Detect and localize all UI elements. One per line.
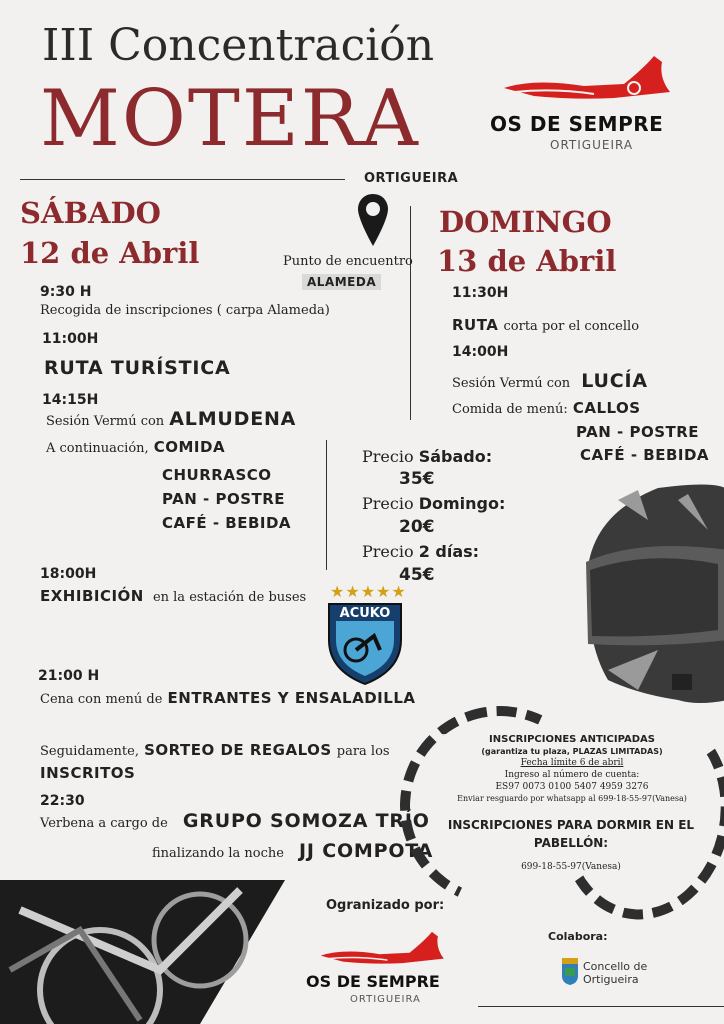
stars-icon: ★★★★★ bbox=[330, 582, 407, 601]
sun-route-title: RUTA bbox=[452, 316, 499, 334]
sat-time-6: 22:30 bbox=[40, 793, 85, 809]
logo-name-bottom: OS DE SEMPRE bbox=[306, 972, 440, 991]
sat-menu-2: PAN - POSTRE bbox=[162, 490, 286, 508]
sleep-phone: 699-18-55-97(Vanesa) bbox=[521, 862, 621, 872]
helmet-icon bbox=[578, 480, 724, 710]
column-divider-top bbox=[410, 206, 411, 420]
sun-vermu-artist: LUCÍA bbox=[581, 370, 648, 392]
sat-time-1: 9:30 H bbox=[40, 284, 92, 300]
sun-time-1: 11:30H bbox=[452, 285, 509, 301]
price-row-2 bbox=[362, 494, 505, 513]
acuko-name: ACUKO bbox=[332, 606, 398, 621]
location-pin-icon bbox=[356, 192, 390, 248]
registration-block bbox=[440, 734, 704, 803]
reg-subtitle: (garantiza tu plaza, PLAZAS LIMITADAS) bbox=[481, 747, 663, 756]
sat-text-1: Recogida de inscripciones ( carpa Alameda) bbox=[40, 303, 330, 318]
sat-exhibition-text: en la estación de buses bbox=[152, 590, 307, 605]
sleep-title: INSCRIPCIONES PARA DORMIR EN EL PABELLÓN: bbox=[447, 818, 695, 850]
price-1-day: Sábado: bbox=[418, 447, 493, 466]
raffle-title: SORTEO DE REGALOS bbox=[144, 741, 332, 759]
price-2-day: Domingo: bbox=[418, 494, 506, 513]
price-3-value: 45€ bbox=[399, 565, 435, 585]
sat-time-5: 21:00 H bbox=[38, 668, 100, 684]
footer-divider bbox=[478, 1006, 724, 1007]
concello-logo bbox=[560, 956, 680, 990]
os-de-sempre-logo-top bbox=[490, 48, 680, 158]
sat-dinner-menu: ENTRANTES Y ENSALADILLA bbox=[167, 689, 416, 707]
sat-cont-text: A continuación, bbox=[46, 441, 149, 456]
price-3-label: Precio bbox=[362, 542, 414, 561]
sat-menu-1: CHURRASCO bbox=[162, 466, 272, 484]
raffle-post: para los bbox=[336, 744, 390, 759]
sat-exhibition-title: EXHIBICIÓN bbox=[40, 587, 144, 605]
sat-exhibition-line bbox=[40, 586, 306, 605]
reg-account-label: Ingreso al número de cuenta: bbox=[504, 770, 640, 780]
verbena-line bbox=[40, 810, 430, 832]
logo-name: OS DE SEMPRE bbox=[490, 112, 664, 136]
header-divider bbox=[20, 179, 345, 180]
raffle-who: INSCRITOS bbox=[40, 764, 136, 782]
sunday-day: DOMINGO bbox=[439, 205, 612, 239]
sun-route-line bbox=[452, 315, 639, 334]
sun-menu-1: CALLOS bbox=[572, 399, 641, 417]
sun-vermu-line bbox=[452, 370, 648, 392]
sat-menu-3: CAFÉ - BEBIDA bbox=[162, 514, 292, 532]
verbena-band: GRUPO SOMOZA TRÍO bbox=[182, 810, 430, 832]
sun-time-2: 14:00H bbox=[452, 344, 509, 360]
sat-vermu-text: Sesión Vermú con bbox=[46, 414, 165, 429]
coat-of-arms-icon bbox=[560, 956, 580, 986]
reg-whatsapp: Enviar resguardo por whatsapp al 699-18-55-97(Vanesa) bbox=[457, 794, 687, 803]
saturday-date: 12 de Abril bbox=[20, 236, 200, 270]
sat-title-2: RUTA TURÍSTICA bbox=[44, 357, 231, 379]
motorcycle-photo bbox=[0, 880, 290, 1024]
reg-deadline: Fecha límite 6 de abril bbox=[520, 758, 624, 768]
closing-band: JJ COMPOTA bbox=[299, 840, 434, 862]
sat-time-4: 18:00H bbox=[40, 566, 97, 582]
organized-label: Ogranizado por: bbox=[326, 898, 445, 913]
reg-title: INSCRIPCIONES ANTICIPADAS bbox=[489, 734, 655, 745]
logo-place: ORTIGUEIRA bbox=[550, 138, 634, 152]
price-2-value: 20€ bbox=[399, 517, 435, 537]
price-row-3 bbox=[362, 542, 479, 561]
closing-text: finalizando la noche bbox=[152, 846, 284, 861]
concello-line-2: Ortigueira bbox=[583, 973, 639, 986]
motorbike-logo-icon bbox=[494, 48, 674, 110]
column-divider-mid bbox=[326, 440, 327, 570]
sat-dinner-text: Cena con menú de bbox=[40, 692, 163, 707]
sun-menu-3: CAFÉ - BEBIDA bbox=[580, 446, 710, 464]
os-de-sempre-logo-bottom bbox=[304, 926, 454, 1016]
price-row-1 bbox=[362, 447, 492, 466]
acuko-badge bbox=[326, 582, 407, 686]
meeting-point-label: Punto de encuentro bbox=[283, 254, 413, 269]
title-line-1: III Concentración bbox=[42, 20, 435, 71]
sat-dinner-line bbox=[40, 688, 416, 707]
sun-menu-2: PAN - POSTRE bbox=[576, 423, 700, 441]
sat-comida: COMIDA bbox=[153, 438, 226, 456]
logo-place-bottom: ORTIGUEIRA bbox=[350, 994, 421, 1005]
tire-track-right bbox=[543, 697, 724, 933]
saturday-day: SÁBADO bbox=[20, 196, 161, 230]
raffle-pre: Seguidamente, bbox=[40, 744, 139, 759]
sat-comida-line bbox=[46, 437, 225, 456]
town-label: ORTIGUEIRA bbox=[364, 171, 459, 186]
sun-route-text: corta por el concello bbox=[503, 319, 640, 334]
closing-line bbox=[152, 840, 433, 862]
meeting-place: ALAMEDA bbox=[302, 274, 381, 290]
concello-line-1: Concello de bbox=[583, 960, 648, 973]
sat-time-2: 11:00H bbox=[42, 331, 99, 347]
title-line-2: MOTERA bbox=[40, 74, 420, 164]
price-1-value: 35€ bbox=[399, 469, 435, 489]
verbena-text: Verbena a cargo de bbox=[40, 816, 168, 831]
motorbike-logo-icon bbox=[310, 926, 450, 972]
sat-vermu-line bbox=[46, 408, 296, 430]
sun-menu-line bbox=[452, 398, 641, 417]
reg-account: ES97 0073 0100 5407 4959 3276 bbox=[495, 782, 649, 792]
sat-time-3: 14:15H bbox=[42, 392, 99, 408]
sat-vermu-artist: ALMUDENA bbox=[169, 408, 297, 430]
sun-vermu-text: Sesión Vermú con bbox=[452, 376, 571, 391]
sunday-date: 13 de Abril bbox=[437, 244, 617, 278]
price-1-label: Precio bbox=[362, 447, 414, 466]
price-2-label: Precio bbox=[362, 494, 414, 513]
price-3-day: 2 días: bbox=[418, 542, 480, 561]
collab-label: Colabora: bbox=[548, 930, 608, 943]
raffle-line bbox=[40, 740, 390, 759]
sun-menu-label: Comida de menú: bbox=[452, 402, 568, 417]
